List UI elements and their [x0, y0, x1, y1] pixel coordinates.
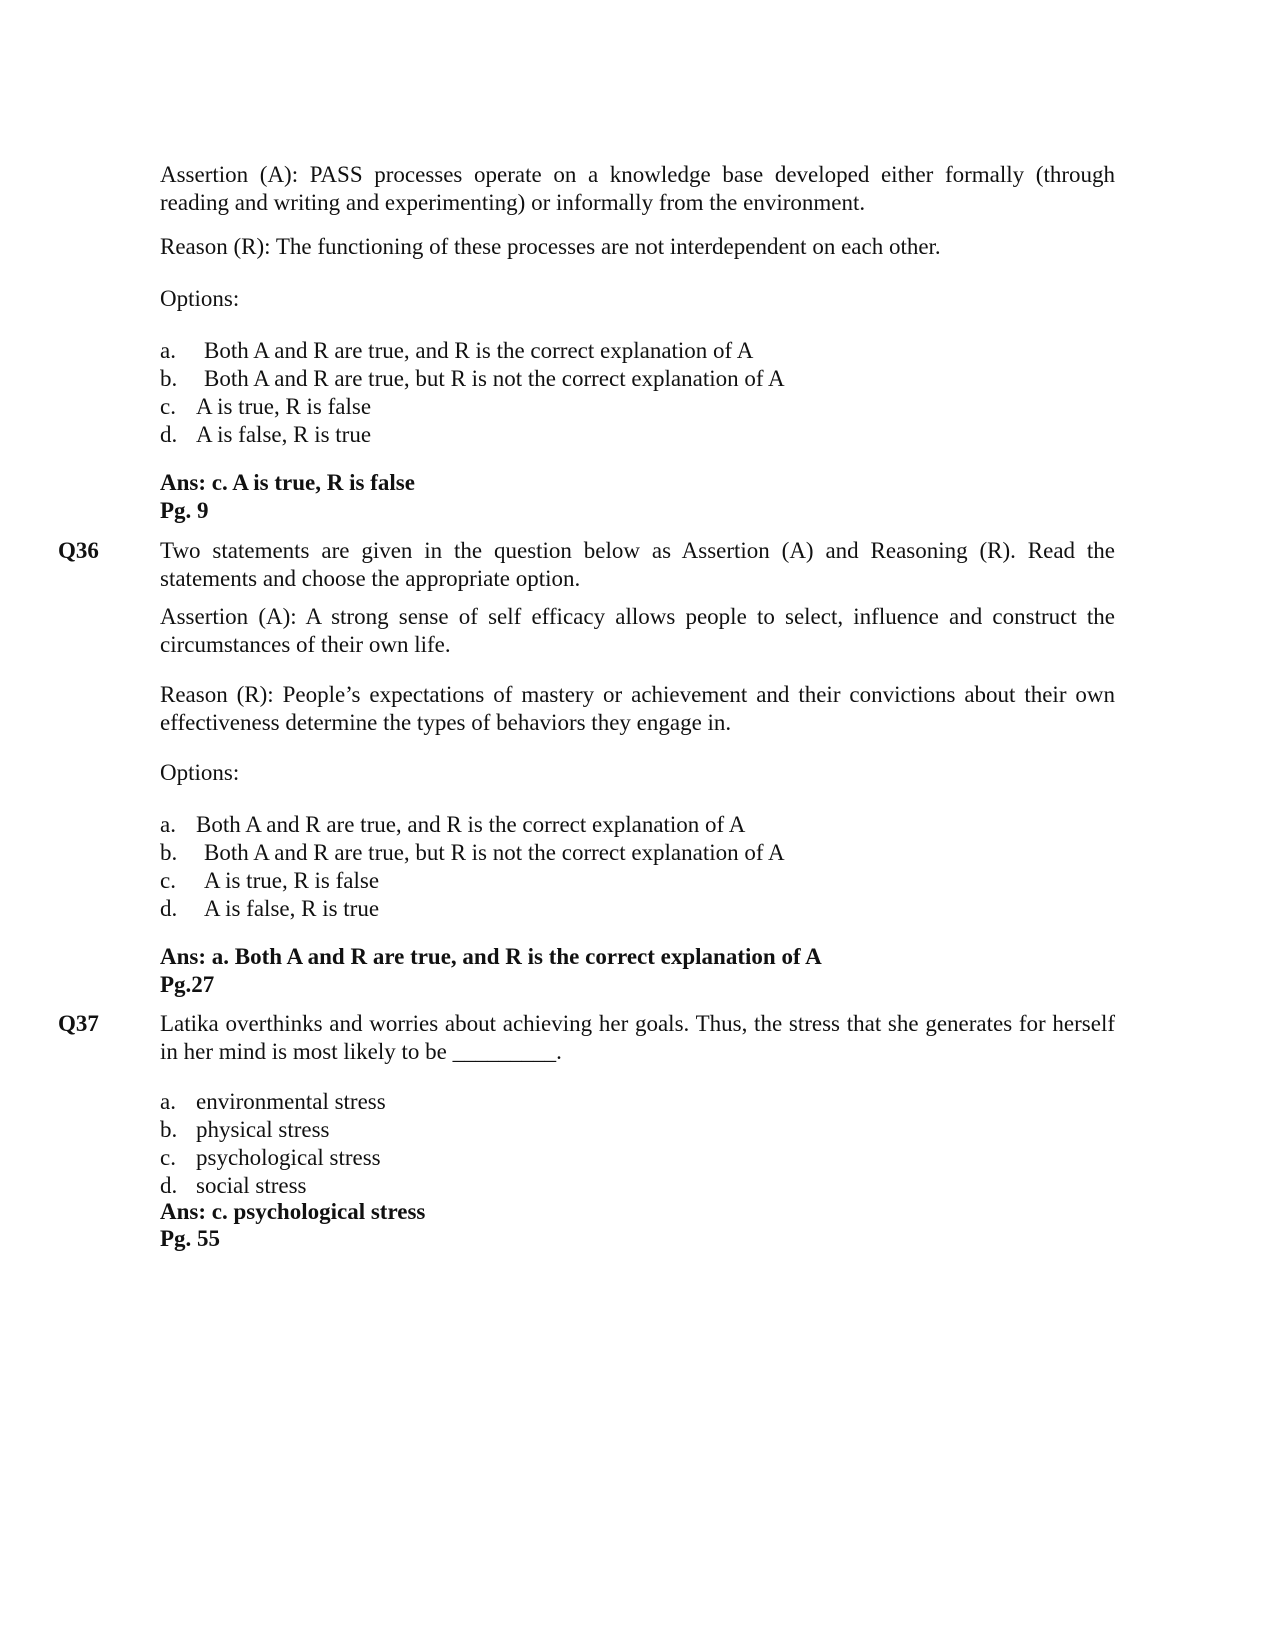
- q37-prompt: Latika overthinks and worries about achieving her goals. Thus, the stress that she generates for herself in her mind is most likely to be _________.: [160, 1011, 1115, 1064]
- option-text: Both A and R are true, but R is not the correct explanation of A: [204, 366, 785, 391]
- option-letter: d.: [160, 422, 178, 447]
- option-text: A is false, R is true: [204, 896, 380, 921]
- q36-option-d: [160, 895, 1115, 923]
- q36-option-a: [160, 811, 1115, 839]
- q37-answer: Ans: c. psychological stress: [160, 1199, 426, 1224]
- q37-options-list: [160, 1088, 1115, 1200]
- q37-option-c: [160, 1144, 1115, 1172]
- block1-option-c: [160, 393, 1115, 421]
- q36-prompt: Two statements are given in the question below as Assertion (A) and Reasoning (R). Read the statements and choose the appropriate option.: [160, 538, 1115, 591]
- option-text: physical stress: [196, 1117, 330, 1142]
- q36-page-ref: Pg.27: [160, 972, 215, 997]
- option-letter: c.: [160, 868, 176, 893]
- option-text: Both A and R are true, and R is the correct explanation of A: [204, 338, 754, 363]
- q36-option-c: [160, 867, 1115, 895]
- option-letter: b.: [160, 840, 178, 865]
- q36-options-label: Options:: [160, 760, 240, 785]
- block1-options-list: [160, 337, 1115, 449]
- option-letter: a.: [160, 338, 176, 363]
- option-letter: a.: [160, 812, 176, 837]
- option-text: social stress: [196, 1173, 307, 1198]
- option-text: A is true, R is false: [196, 394, 372, 419]
- q36-options-list: [160, 811, 1115, 923]
- q36-assertion: Assertion (A): A strong sense of self efficacy allows people to select, influence and construct the circumstances of their own life.: [160, 604, 1115, 657]
- block1-reason: Reason (R): The functioning of these processes are not interdependent on each other.: [160, 234, 941, 259]
- block1-option-b: [160, 365, 1115, 393]
- block1-page-ref: Pg. 9: [160, 498, 209, 523]
- q37-page-ref: Pg. 55: [160, 1226, 221, 1251]
- option-letter: c.: [160, 394, 176, 419]
- q36-option-b: [160, 839, 1115, 867]
- option-text: A is true, R is false: [204, 868, 380, 893]
- q36-reason: Reason (R): People’s expectations of mastery or achievement and their convictions about their own effectiveness determine the types of behaviors they engage in.: [160, 682, 1115, 735]
- question-number-q37: Q37: [58, 1011, 99, 1036]
- q37-option-d: [160, 1172, 1115, 1200]
- option-letter: b.: [160, 366, 178, 391]
- block1-option-d: [160, 421, 1115, 449]
- option-letter: d.: [160, 1173, 178, 1198]
- q36-answer: Ans: a. Both A and R are true, and R is the correct explanation of A: [160, 944, 822, 969]
- block1-options-label: Options:: [160, 286, 240, 311]
- option-letter: a.: [160, 1089, 176, 1114]
- option-text: Both A and R are true, but R is not the correct explanation of A: [204, 840, 785, 865]
- option-letter: c.: [160, 1145, 176, 1170]
- option-text: A is false, R is true: [196, 422, 372, 447]
- block1-answer: Ans: c. A is true, R is false: [160, 470, 415, 495]
- block1-assertion: Assertion (A): PASS processes operate on a knowledge base developed either formally (through reading and writing and experimenting) or informally from the environment.: [160, 162, 1115, 215]
- option-letter: d.: [160, 896, 178, 921]
- q37-option-a: [160, 1088, 1115, 1116]
- option-text: environmental stress: [196, 1089, 386, 1114]
- block1-option-a: [160, 337, 1115, 365]
- option-text: Both A and R are true, and R is the correct explanation of A: [196, 812, 746, 837]
- question-number-q36: Q36: [58, 538, 99, 563]
- q37-option-b: [160, 1116, 1115, 1144]
- option-text: psychological stress: [196, 1145, 381, 1170]
- option-letter: b.: [160, 1117, 178, 1142]
